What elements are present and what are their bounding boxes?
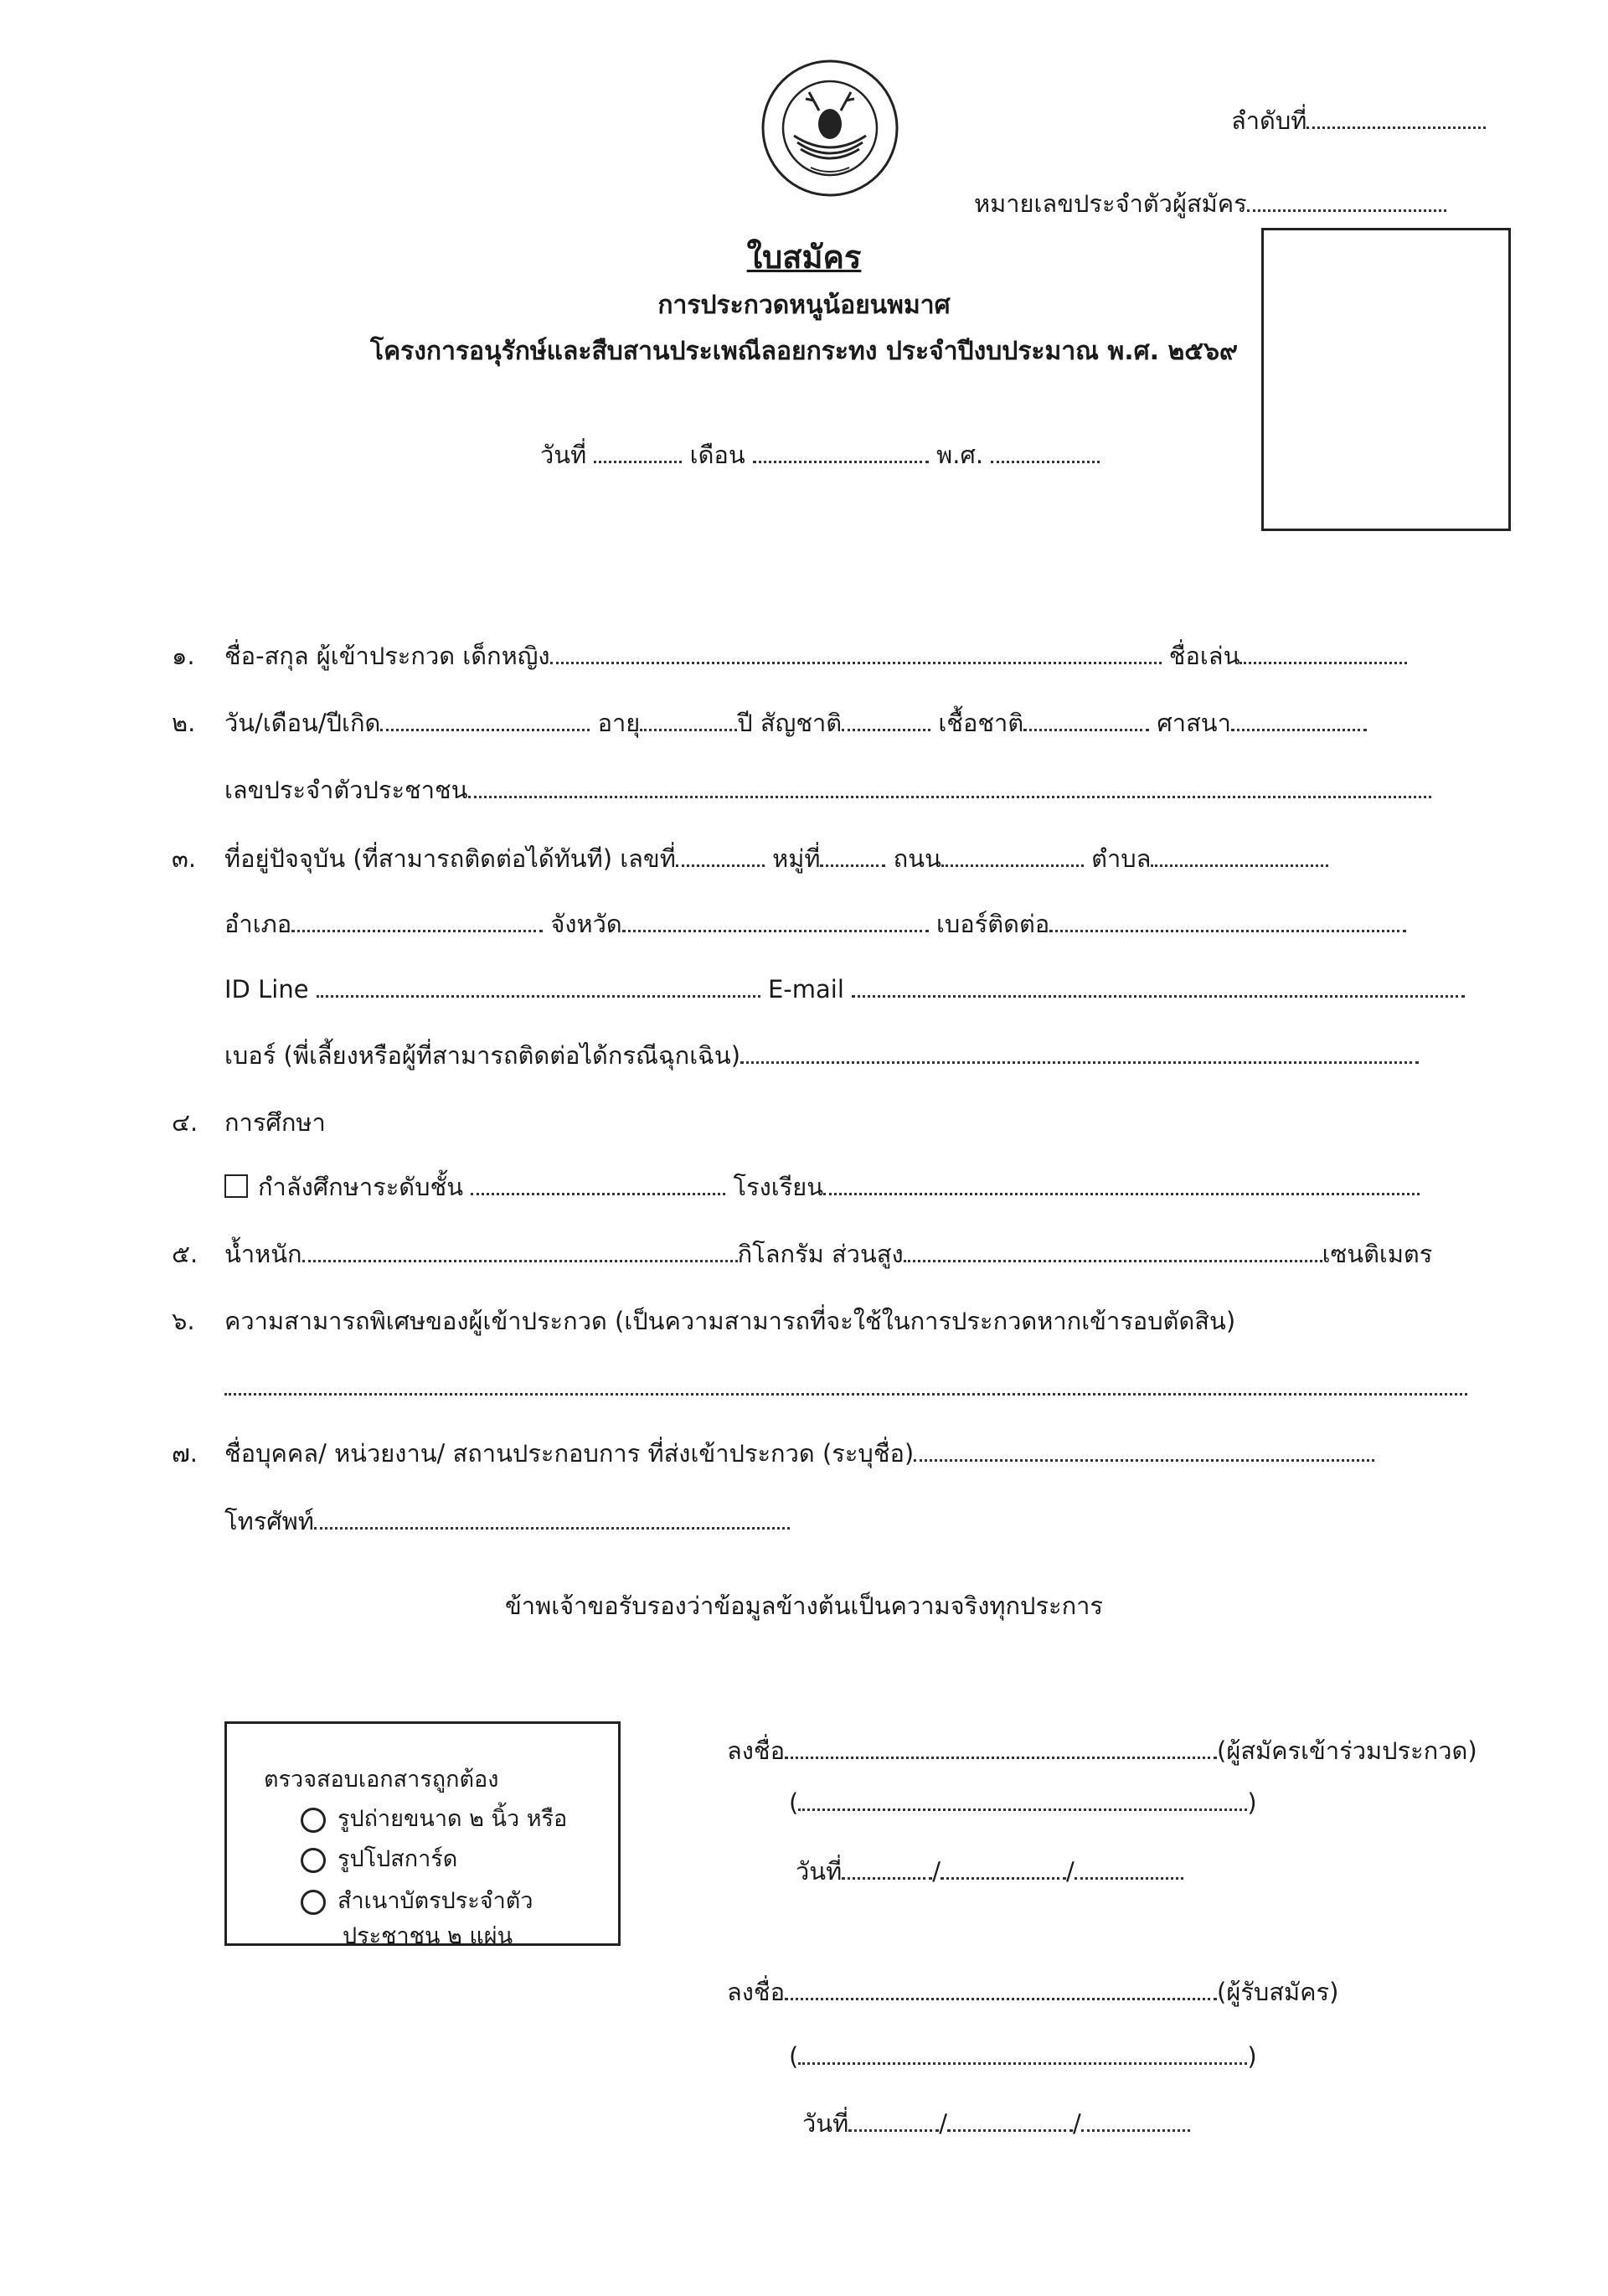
- weight-label: น้ำหนัก: [224, 1240, 302, 1268]
- project-subtitle: โครงการอนุรักษ์และสืบสานประเพณีลอยกระทง ประจำปีงบประมาณ พ.ศ. ๒๕๖๙: [369, 337, 1238, 366]
- age-label: อายุ: [597, 709, 641, 737]
- emergency-label: เบอร์ (พี่เลี้ยงหรือผู้ที่สามารถติดต่อได้กรณีฉุกเฉิน): [224, 1041, 741, 1070]
- id-card-field[interactable]: [224, 773, 1431, 807]
- full-name-label: ชื่อ-สกุล ผู้เข้าประกวด เด็กหญิง: [224, 642, 550, 670]
- date-month-label: เดือน: [689, 441, 745, 469]
- certification-text: ข้าพเจ้าขอรับรองว่าข้อมูลข้างต้นเป็นความจริงทุกประการ: [504, 1592, 1104, 1620]
- date-slash: /: [932, 1857, 941, 1886]
- option-photo-label: รูปถ่ายขนาด ๒ นิ้ว หรือ: [338, 1806, 568, 1832]
- open-paren: (: [789, 1788, 799, 1817]
- option-idcard-label-cont: ประชาชน ๒ แผ่น: [343, 1923, 513, 1949]
- municipality-seal: [760, 59, 899, 198]
- body-measurement-field[interactable]: [224, 1237, 1432, 1271]
- item-6-number: ๖.: [172, 1307, 195, 1335]
- province-label: จังหวัด: [550, 910, 622, 938]
- applicant-date-field[interactable]: [796, 1855, 1183, 1888]
- sender-field[interactable]: [224, 1437, 1374, 1470]
- date-label: วันที่: [796, 1857, 843, 1886]
- date-year-label: พ.ศ.: [936, 441, 984, 469]
- dob-label: วัน/เดือน/ปีเกิด: [224, 709, 381, 737]
- education-field[interactable]: [224, 1170, 1420, 1204]
- email-label: E-mail: [767, 975, 844, 1004]
- grade-level-label: กำลังศึกษาระดับชั้น: [258, 1173, 464, 1201]
- receiver-date-field[interactable]: [802, 2107, 1190, 2140]
- amphoe-label: อำเภอ: [224, 910, 292, 938]
- sender-label: ชื่อบุคคล/ หน่วยงาน/ สถานประกอบการ ที่ส่งเข้าประกวด (ระบุชื่อ): [224, 1439, 915, 1468]
- applicant-name-field[interactable]: [789, 1786, 1257, 1819]
- form-title: ใบสมัคร: [746, 239, 862, 276]
- document-check-box: [224, 1721, 621, 1949]
- item-1-name-field[interactable]: [224, 639, 1407, 673]
- radio-circle-icon[interactable]: [301, 1808, 326, 1833]
- check-option-postcard[interactable]: [301, 1844, 457, 1875]
- talent-field[interactable]: [224, 1370, 1467, 1404]
- road-label: ถนน: [893, 844, 941, 873]
- date-slash: /: [1073, 2109, 1081, 2138]
- option-idcard-label: สำเนาบัตรประจำตัว: [338, 1888, 533, 1914]
- talent-label: ความสามารถพิเศษของผู้เข้าประกวด (เป็นความสามารถที่จะใช้ในการประกวดหากเข้ารอบตัดสิน): [224, 1307, 1236, 1335]
- height-unit: เซนติเมตร: [1322, 1240, 1433, 1268]
- serial-label: ลำดับที่: [1231, 106, 1307, 135]
- nickname-label: ชื่อเล่น: [1168, 642, 1240, 670]
- height-label: กิโลกรัม ส่วนสูง: [737, 1240, 904, 1268]
- sign-label: ลงชื่อ: [727, 1736, 786, 1765]
- district-field[interactable]: [224, 907, 1406, 941]
- date-slash: /: [1066, 1857, 1075, 1886]
- form-subtitle: การประกวดหนูน้อยนพมาศ: [657, 291, 951, 320]
- item-7-number: ๗.: [172, 1439, 198, 1468]
- applicant-id-label: หมายเลขประจำตัวผู้สมัคร: [974, 189, 1247, 218]
- sign-label: ลงชื่อ: [727, 1978, 786, 2006]
- item-2-personal-field[interactable]: [224, 706, 1367, 740]
- applicant-id-field[interactable]: [974, 187, 1446, 220]
- close-paren: ): [1247, 1788, 1257, 1817]
- education-label: การศึกษา: [224, 1108, 326, 1137]
- item-4-number: ๔.: [172, 1108, 198, 1137]
- race-label: เชื้อชาติ: [938, 709, 1024, 737]
- close-paren: ): [1247, 2042, 1257, 2071]
- age-unit: ปี: [737, 709, 753, 737]
- applicant-signature-field[interactable]: [727, 1734, 1477, 1767]
- tambon-label: ตำบล: [1091, 844, 1152, 873]
- id-line-label: ID Line: [224, 975, 309, 1004]
- address-field[interactable]: [224, 842, 1328, 875]
- emergency-contact-field[interactable]: [224, 1039, 1419, 1072]
- date-label: วันที่: [802, 2109, 849, 2138]
- check-option-idcard[interactable]: [301, 1886, 533, 1917]
- option-postcard-label: รูปโปสการ์ด: [338, 1846, 458, 1872]
- school-label: โรงเรียน: [733, 1173, 824, 1201]
- moo-label: หมู่ที่: [772, 844, 821, 873]
- contact-online-field[interactable]: [224, 973, 1465, 1006]
- sender-phone-field[interactable]: [224, 1504, 790, 1538]
- serial-number-field[interactable]: [1231, 104, 1486, 137]
- item-2-number: ๒.: [172, 709, 196, 737]
- radio-circle-icon[interactable]: [301, 1890, 326, 1915]
- receiver-name-field[interactable]: [789, 2040, 1257, 2073]
- phone-label: เบอร์ติดต่อ: [935, 910, 1050, 938]
- address-label: ที่อยู่ปัจจุบัน (ที่สามารถติดต่อได้ทันที) เลขที่: [224, 844, 676, 873]
- studying-checkbox[interactable]: [224, 1174, 248, 1198]
- nationality-label: สัญชาติ: [760, 709, 843, 737]
- religion-label: ศาสนา: [1157, 709, 1231, 737]
- check-option-photo[interactable]: [301, 1803, 567, 1835]
- document-check-title: ตรวจสอบเอกสารถูกต้อง: [264, 1767, 499, 1793]
- item-1-number: ๑.: [172, 642, 195, 670]
- open-paren: (: [789, 2042, 799, 2071]
- item-3-number: ๓.: [172, 844, 197, 873]
- date-day-label: วันที่: [540, 441, 587, 469]
- receiver-role-label: (ผู้รับสมัคร): [1217, 1978, 1339, 2006]
- receiver-signature-field[interactable]: [727, 1975, 1338, 2009]
- radio-circle-icon[interactable]: [301, 1848, 326, 1873]
- application-date-line[interactable]: [540, 438, 1100, 472]
- id-card-label: เลขประจำตัวประชาชน: [224, 776, 468, 804]
- photo-box: [1261, 228, 1511, 531]
- applicant-role-label: (ผู้สมัครเข้าร่วมประกวด): [1217, 1736, 1477, 1765]
- date-slash: /: [939, 2109, 948, 2138]
- item-5-number: ๕.: [172, 1240, 198, 1268]
- sender-phone-label: โทรศัพท์: [224, 1507, 314, 1535]
